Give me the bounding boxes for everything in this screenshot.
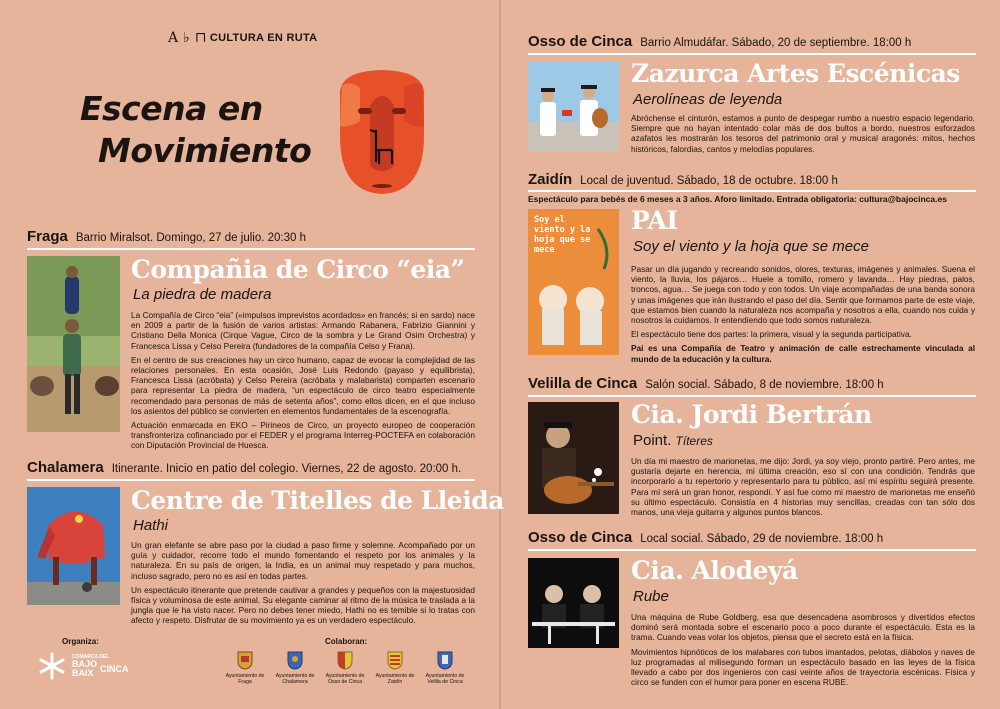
- company-name: Centre de Titelles de Lleida: [131, 486, 504, 515]
- paragraph: Actuación enmarcada en EKO – Pirineos de Circo, un proyecto europeo de cooperación transfronteriza cofinanciado por el FEDER y el programa Interreg-POCTEFA en colaboración con Diputación Provincial de Huesca.: [131, 420, 475, 451]
- town-name: Osso de Cinca: [528, 529, 633, 546]
- brand-name: CULTURA EN RUTA: [209, 32, 318, 44]
- paragraph: Movimientos hipnóticos de los malabares con tubos imantados, pelotas, diábolos y naves de luz programadas al milisegundo forman un espectáculo basado en las leyes de la física llevado a cabo por dos ingenieros con casi veinte años de trayectoria escénicas. Física y circo se funden con el humor para poner en escena RUBE.: [631, 646, 975, 688]
- colaboran-label: Colaboran:: [325, 637, 368, 646]
- organiza-label: Organiza:: [62, 637, 99, 646]
- divider: [528, 190, 976, 192]
- company-name: PAI: [631, 206, 678, 235]
- collaborator-fraga: [220, 650, 270, 685]
- event-zaidin-poster: [528, 209, 619, 355]
- venue-date: Barrio Miralsot. Domingo, 27 de julio. 20:30 h: [75, 232, 306, 244]
- right-panel: [500, 0, 1000, 709]
- company-name: Zazurca Artes Escénicas: [631, 59, 960, 88]
- comarca-logo-icon: [36, 650, 68, 682]
- collaborators-row: [220, 650, 470, 685]
- collaborator-name: Ayuntamiento de Osso de Cinca: [325, 673, 365, 685]
- show-title: Point.: [633, 432, 672, 449]
- town-name: Osso de Cinca: [528, 33, 633, 50]
- title-line2: Movimiento: [98, 131, 312, 170]
- paragraph: Pai es una Compañía de Teatro y animación de calle estrechamente vinculada al mundo de la educación y la cultura.: [631, 343, 975, 364]
- org-small: COMARCA DEL: [72, 654, 110, 660]
- event-fraga-description: [131, 310, 475, 455]
- paragraph: Una máquina de Rube Goldberg, esa que desencadena asombrosos y divertidos efectos dominó será montada sobre el escenario poco a poco durante el espectáculo. Esta es la trama. Cuando veas volar los objetos, piensa que el secreto está en la física.: [631, 612, 975, 643]
- divider: [528, 549, 976, 551]
- event-zaidin-note: Espectáculo para bebés de 6 meses a 3 años. Aforo limitado. Entrada obligatoria: cultura@bajocinca.es: [528, 194, 947, 204]
- fraga-shield-icon: [237, 650, 253, 670]
- event-velilla-description: [631, 456, 975, 521]
- event-chalamera-location: [27, 459, 461, 476]
- event-osso1-location: [528, 33, 911, 50]
- venue-date: Local social. Sábado, 29 de noviembre. 18:00 h: [640, 533, 884, 545]
- collaborator-velilla: [420, 650, 470, 685]
- event-fraga-location: [27, 228, 306, 245]
- divider: [27, 248, 475, 250]
- paragraph: Un espectáculo itinerante que pretende cautivar a grandes y pequeños con la majestuosidad física y voluminosa de este animal. Su elegante caminar al ritmo de la música te traslada a la jungla que le ha visto nacer. Pero no debes tener miedo, Hathi no es temible si lo tratas con afecto y respeto. Disfrutar de su movimiento ya es un verdadero espectáculo.: [131, 584, 475, 626]
- osso-shield-icon: [337, 650, 353, 670]
- show-title: Rube: [633, 588, 669, 605]
- title-line1: Escena en: [80, 89, 263, 128]
- venue-date: Barrio Almudáfar. Sábado, 20 de septiembre. 18:00 h: [640, 37, 912, 49]
- zaidin-shield-icon: [387, 650, 403, 670]
- mask-illustration-icon: [330, 66, 434, 198]
- event-zaidin-location: [528, 171, 838, 188]
- paragraph: Un día mi maestro de marionetas, me dijo: Jordi, ya soy viejo, pronto partiré. Pero antes, me gustaría dejarte en herencia, mi última creación, eso sí con una condición. Tendrás que incorporarlo a tu repertorio y representarlo para tu público, así mi espíritu seguirá presente. Para mí será un gran honor, respondí. Y así fue como mi maestro de marionetas me enseñó su último espectáculo. Consistía en 4 historias muy sencillas, creadas con tan sólo dos manos, una vieja guitarra y algunos puntos blancos.: [631, 456, 975, 518]
- event-osso1-photo: [528, 62, 619, 152]
- event-velilla-location: [528, 375, 884, 392]
- town-name: Zaidín: [528, 171, 573, 188]
- collaborator-osso: [320, 650, 370, 685]
- event-fraga-photo: [27, 256, 120, 432]
- town-name: Velilla de Cinca: [528, 375, 638, 392]
- show-title: La piedra de madera: [133, 286, 272, 303]
- paragraph: Pasar un día jugando y recreando sonidos, olores, texturas, imágenes y animales. Suena el viento, la lluvia, los pájaros… Huele a tomillo, romero y lavanda… Hay piedras, palos, troncos, agua… Se juega con todo y con todos. Un viaje acompañadas de una banda sonora y unas imágenes que irán ilustrando el paso del día. Sentir que formamos parte de este viaje, que estamos bien cuando la naturaleza nos acompaña y nosotros a ella, cuando nos cuida y nosotros la cuidamos. Ir entendiendo que todo somos naturaleza.: [631, 264, 975, 326]
- page-title: [80, 88, 311, 172]
- chalamera-shield-icon: [287, 650, 303, 670]
- org-name-bajo: BAJO: [72, 659, 98, 669]
- poster-text: Soy el viento y la hoja que se mece: [534, 215, 591, 255]
- company-name: Cia. Jordi Bertrán: [631, 400, 872, 429]
- event-zaidin-description: [631, 264, 975, 368]
- paragraph: En el centro de sus creaciones hay un circo humano, capaz de evocar la complejidad de las relaciones personales. En esta ocasión, José Luis Redondo (payaso y equilibrista), Francesca Lissa (acróbata) y Celso Pereira (acróbata y malabarista) comparten escenario para representar La piedra de madera, “un espectáculo de circo teatro especialmente recomendado para personas de más de setenta años”, como ellos dicen, en el que incluso los asientos del público se convierten en elementos fundamentales de la escenografía.: [131, 354, 475, 416]
- comarca-bajo-cinca-logo: [36, 650, 129, 682]
- brand-header: [168, 30, 317, 46]
- show-title: Soy el viento y la hoja que se mece: [633, 238, 869, 255]
- paragraph: Abróchense el cinturón, estamos a punto de despegar rumbo a nuestro espacio legendario. Siempre que no hayan intentado colar más de dos bultos a bordo, nuestros esforzados azafatos les mostrarán los tesoros del patrimonio oral y musical aragonés: mitos, hechos históricos, falordias, cantos y melodías populares.: [631, 113, 975, 154]
- org-name-cinca: CINCA: [100, 663, 129, 674]
- event-chalamera-description: [131, 540, 475, 630]
- collaborator-chalamera: [270, 650, 320, 685]
- company-name: Compañia de Circo “eia”: [131, 255, 465, 284]
- divider: [528, 53, 976, 55]
- event-osso2-photo: [528, 558, 619, 648]
- collaborator-name: Ayuntamiento de Chalamera: [275, 673, 315, 685]
- event-osso1-description: [631, 113, 975, 158]
- show-title: Aerolíneas de leyenda: [633, 91, 783, 108]
- town-name: Fraga: [27, 228, 68, 245]
- venue-date: Local de juventud. Sábado, 18 de octubre. 18:00 h: [580, 175, 838, 187]
- velilla-shield-icon: [437, 650, 453, 670]
- paragraph: El espectáculo tiene dos partes: la primera, visual y la segunda participativa.: [631, 329, 912, 340]
- divider: [27, 479, 475, 481]
- show-title: Hathi: [133, 517, 169, 534]
- town-name: Chalamera: [27, 459, 104, 476]
- venue-date: Itinerante. Inicio en patio del colegio. Viernes, 22 de agosto. 20:00 h.: [111, 463, 462, 475]
- paragraph: Un gran elefante se abre paso por la ciudad a paso firme y solemne. Acompañado por un guía y cuidador, recorre todo el mundo fomentando el respeto por los animales y la naturaleza. En su país de origen, la India, es un animal muy respetado y para muchos, incluso sagrado, pero no es así en todas partes.: [131, 540, 475, 581]
- event-osso2-description: [631, 612, 975, 691]
- collaborator-name: Ayuntamiento de Zaidín: [375, 673, 415, 685]
- show-title-wrapper: [633, 432, 713, 449]
- paragraph: La Compañía de Circo “eia” («impulsos imprevistos acordados» en francés; si en sardo) nace en 2009 a partir de la fusión de varios artistas: Armando Rabanera, Fabrizio Giannini y Cristiano Della Monica (Cirque Vague, Circo de la sombra y Le Grand Osim Orchestra) y Francesca Lissa y Celso Pereira (fundadores de la compañía Celso y Frana).: [131, 310, 475, 351]
- venue-date: Salón social. Sábado, 8 de noviembre. 18:00 h: [645, 379, 884, 391]
- cultura-en-ruta-logo-icon: A ♭ ⊓: [168, 30, 207, 46]
- divider: [528, 395, 976, 397]
- collaborator-zaidin: [370, 650, 420, 685]
- event-velilla-photo: [528, 402, 619, 514]
- show-suffix: Títeres: [675, 434, 713, 448]
- collaborator-name: Ayuntamiento de Velilla de Cinca: [425, 673, 465, 685]
- org-name-baix: BAIX: [72, 668, 94, 678]
- company-name: Cia. Alodeyá: [631, 556, 798, 585]
- collaborator-name: Ayuntamiento de Fraga: [225, 673, 265, 685]
- event-osso2-location: [528, 529, 883, 546]
- event-chalamera-photo: [27, 487, 120, 605]
